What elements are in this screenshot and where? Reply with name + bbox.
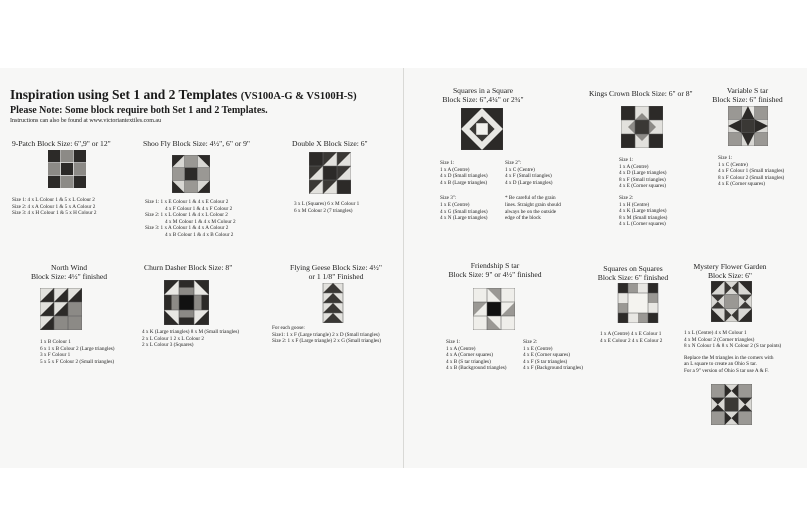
page-title: Inspiration using Set 1 and 2 Templates (VS100A-G & VS100H-S) bbox=[10, 87, 357, 102]
ohio-star-block-icon bbox=[711, 384, 752, 425]
friendship-heading: Friendship S tar Block Size: 9" or 4½" finished bbox=[448, 261, 542, 279]
flyinggeese-heading: Flying Geese Block Size: 4½" or 1 1/8" Finished bbox=[290, 263, 382, 281]
squares-col1: Size 1: 1 x A (Centre) 4 x D (Small triangles) 4 x B (Large triangles) Size 3": 1 x E (Centre) 4 x G (Small triangles) 4 x N (Large triangles) bbox=[440, 160, 488, 222]
mystery-lines: 1 x L (Centre) 4 x M Colour 1 4 x M Colour 2 (Corner triangles) 8 x N Colour 1 & 8 x N Colour 2 (S tar points) Replace the M triangles in the corners with an L square to create an Ohio S tar. For a 9" version of Ohio S tar use A & F. bbox=[684, 330, 782, 374]
churndasher-heading: Churn Dasher Block Size: 8" bbox=[144, 263, 233, 272]
squaresonsquares-heading: Squares on Squares Block Size: 6" finished bbox=[597, 264, 669, 282]
kingscrown-block-icon bbox=[621, 106, 663, 148]
variablestar-lines: Size 1: 1 x C (Centre) 4 x F Colour 1 (Small triangles) 8 x F Colour 2 (Small triangles) 4 x E (Corner squares) bbox=[718, 155, 785, 188]
mystery-heading: Mystery Flower Garden Block Size: 6" bbox=[693, 262, 767, 280]
churndasher-block-icon bbox=[164, 280, 209, 325]
variablestar-heading: Variable S tar Block Size: 6" finished bbox=[712, 86, 783, 104]
churndasher-lines: 4 x K (Large triangles) 8 x M (Small triangles) 2 x L Colour 1 2 x L Colour 2 2 x L Colour 3 (Squares) bbox=[142, 329, 240, 349]
northwind-heading: North Wind Block Size: 4½" finished bbox=[30, 263, 108, 281]
please-note: Please Note: Some block require both Set 1 and 2 Templates. bbox=[10, 105, 268, 116]
variablestar-block-icon bbox=[728, 106, 768, 146]
doublex-lines: 3 x L (Squares) 6 x M Colour 1 6 x M Colour 2 (7 triangles) bbox=[294, 201, 360, 214]
page-fold bbox=[403, 68, 404, 468]
kingscrown-heading: Kings Crown Block Size: 6" or 8" bbox=[589, 89, 693, 98]
ninepatch-block-icon bbox=[48, 150, 86, 188]
ninepatch-heading: 9-Patch Block Size: 6",9" or 12" bbox=[12, 139, 111, 148]
shoofly-lines: Size 1: 1 x E Colour 1 & 4 x E Colour 2 4 x F Colour 1 & 4 x F Colour 2 Size 2: 1 x L Colour 1 & 4 x L Colour 2 4 x M Colour 1 & 4 x M Colour 2 Size 3: 1 x A Colour 1 & 4 x A Colour 2 4 x B Colour 1 & 4 x B Colour 2 bbox=[145, 199, 236, 238]
kingscrown-lines: Size 1: 1 x A (Centre) 4 x D (Large triangles) 8 x F (Small triangles) 4 x E (Corner squares) Size 2: 1 x H (Centre) 4 x K (Large triangles) 8 x M (Small triangles) 4 x L (Corner squares) bbox=[619, 157, 668, 228]
ninepatch-lines: Size 1: 4 x L Colour 1 & 5 x L Colour 2 Size 2: 4 x A Colour 1 & 5 x A Colour 2 Size 3: 4 x H Colour 1 & 5 x H Colour 2 bbox=[12, 197, 97, 217]
friendship-col1: Size 1: 1 x A (Centre) 4 x A (Corner squares) 4 x B (S tar triangles) 4 x B (Background triangles) bbox=[446, 339, 507, 372]
northwind-block-icon bbox=[40, 288, 82, 330]
friendship-block-icon bbox=[473, 288, 515, 330]
squares-heading: Squares in a Square Block Size: 6",4¼" or 2¾" bbox=[442, 86, 524, 104]
squares-col2: Size 2": 1 x C (Centre) 4 x F (Small triangles) 4 x D (Large triangles) * Be careful of the grain lines. Straight grain should always be on the outside edge of the block bbox=[505, 160, 561, 222]
doublex-block-icon bbox=[309, 152, 351, 194]
mystery-block-icon bbox=[711, 281, 752, 322]
flyinggeese-lines: For each goose: Size1: 1 x F (Large triangle) 2 x D (Small triangles) Size 2: 1 x F (Large triangle) 2 x G (Small triangles) bbox=[272, 325, 381, 345]
shoofly-heading: Shoo Fly Block Size: 4½", 6" or 9" bbox=[143, 139, 250, 148]
flyinggeese-block-icon bbox=[322, 283, 344, 323]
doublex-heading: Double X Block Size: 6" bbox=[292, 139, 368, 148]
shoofly-block-icon bbox=[172, 155, 210, 193]
squares-block-icon bbox=[461, 108, 503, 150]
squaresonsquares-lines: 1 x A (Centre) 4 x E Colour 1 4 x E Colour 2 4 x E Colour 2 bbox=[600, 331, 663, 344]
instructions-url: Instructions can also be found at www.victoriantextiles.com.au bbox=[10, 118, 162, 124]
squaresonsquares-block-icon bbox=[617, 283, 659, 323]
northwind-lines: 1 x B Colour 1 6 x 1 x B Colour 2 (Large triangles) 3 x F Colour 1 5 x 5 x F Colour 2 (Small triangles) bbox=[40, 339, 115, 365]
friendship-col2: Size 2: 1 x E (Centre) 4 x E (Corner squares) 4 x F (S tar triangles) 4 x F (Background triangles) bbox=[523, 339, 583, 372]
